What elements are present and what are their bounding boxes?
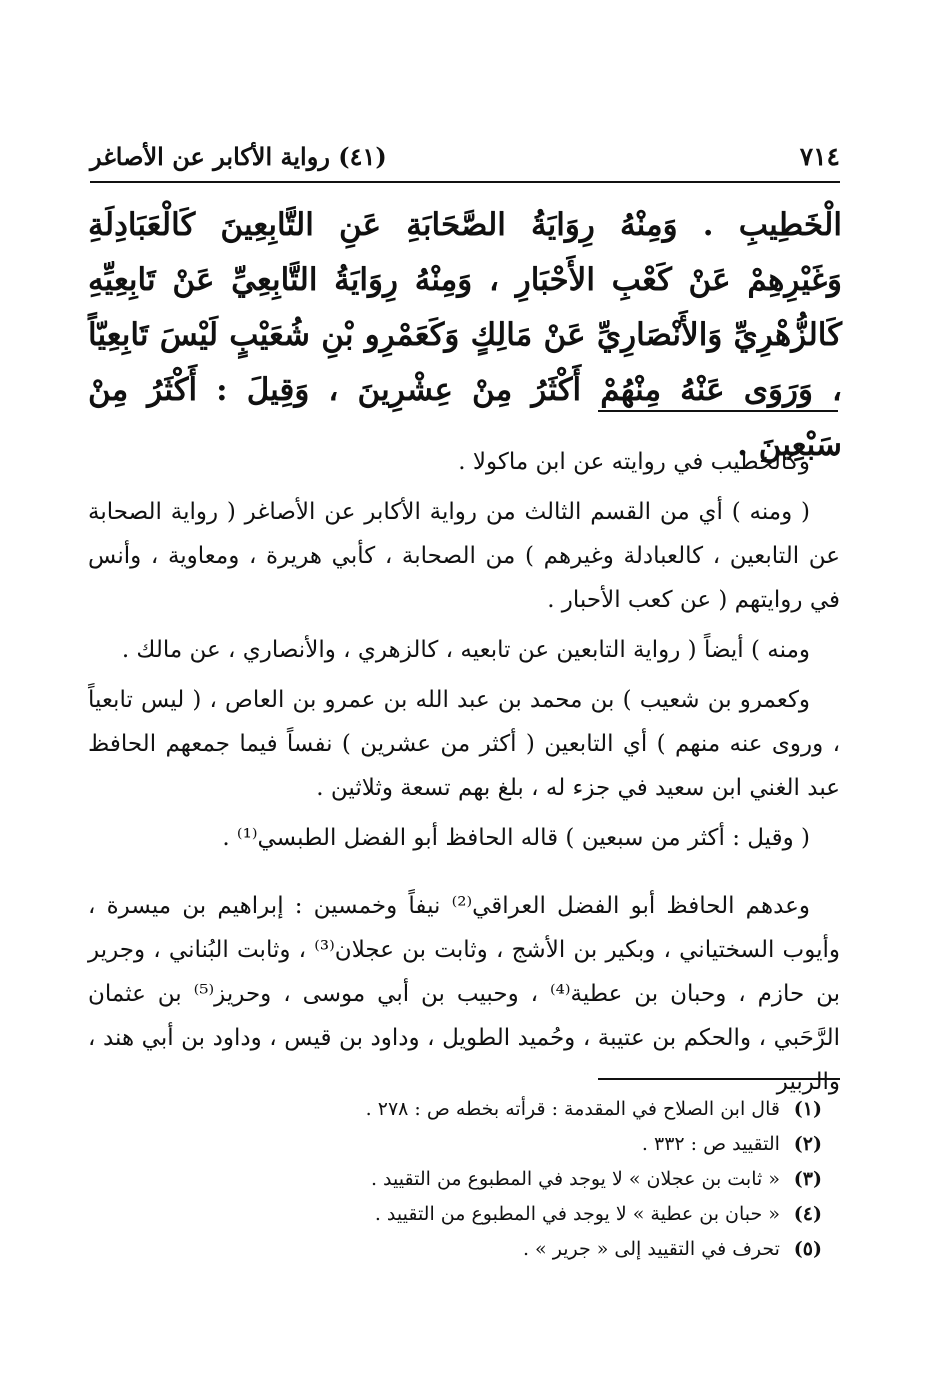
footnote-number: (٤) [793, 1203, 822, 1225]
page-header [90, 136, 840, 180]
footnote-text: التقييد ص : ٣٣٢ . [641, 1133, 780, 1155]
commentary [88, 440, 840, 1104]
footnote [88, 1162, 828, 1197]
footnote [88, 1092, 828, 1127]
footnote [88, 1197, 828, 1232]
footnote-text: تحرف في التقييد إلى « جرير » . [522, 1238, 780, 1260]
matn-text: الْخَطِيبِ . وَمِنْهُ رِوَايَةُ الصَّحَابَةِ عَنِ التَّابِعِينَ كَالْعَبَادِلَةِ وَغَيْرِهِمْ عَنْ كَعْبِ الأَحْبَارِ ، وَمِنْهُ رِوَايَةُ التَّابِعِيِّ عَنْ تَابِعِيِّهِ كَالزُّهْرِيِّ وَالأَنْصَارِيِّ عَنْ مَالِكٍ وَكَعَمْرِو بْنِ شُعَيْبٍ لَيْسَ تَابِعِيّاً ، وَرَوَى عَنْهُ مِنْهُمْ أَكْثَرُ مِنْ عِشْرِينَ ، وَقِيلَ : أَكْثَرُ مِنْ سَبْعِينَ . [88, 207, 842, 463]
commentary-paragraph-6: وعدهم الحافظ أبو الفضل العراقي⁽²⁾ نيفاً وخمسين : إبراهيم بن ميسرة ، وأيوب السختياني ، وبكير بن الأشج ، وثابت بن عجلان⁽³⁾ ، وثابت البُناني ، وجرير بن حازم ، وحبان بن عطية⁽⁴⁾ ، وحبيب بن أبي موسى ، وحريز⁽⁵⁾ بن عثمان الرَّحَبي ، والحكم بن عتيبة ، وحُميد الطويل ، وداود بن قيس ، وداود بن أبي هند ، والزبير [88, 893, 841, 1095]
footnotes [88, 1092, 828, 1267]
footnote-separator [598, 1078, 840, 1080]
page-number: ٧١٤ [799, 142, 840, 171]
footnote-number: (١) [793, 1098, 822, 1120]
footnote-number: (٥) [793, 1238, 822, 1260]
footnote [88, 1232, 828, 1267]
header-rule [90, 181, 840, 183]
footnote-number: (٣) [793, 1168, 822, 1190]
matn-separator [598, 410, 838, 412]
footnote-text: قال ابن الصلاح في المقدمة : قرأته بخطه ص : ٢٧٨ . [365, 1098, 780, 1120]
footnote-text: « ثابت بن عجلان » لا يوجد في المطبوع من التقييد . [370, 1168, 780, 1190]
commentary-paragraph-2: ( ومنه ) أي من القسم الثالث من رواية الأكابر عن الأصاغر ( رواية الصحابة عن التابعين ، كالعبادلة وغيرهم ) من الصحابة ، كأبي هريرة ، ومعاوية ، وأنس في روايتهم ( عن كعب الأحبار . [88, 499, 840, 613]
footnote-text: « حبان بن عطية » لا يوجد في المطبوع من التقييد . [374, 1203, 780, 1225]
running-title: (٤١) رواية الأكابر عن الأصاغر [90, 142, 387, 171]
commentary-paragraph-3: ومنه ) أيضاً ( رواية التابعين عن تابعيه ، كالزهري ، والأنصاري ، عن مالك . [121, 637, 810, 663]
commentary-paragraph-4: وكعمرو بن شعيب ) بن محمد بن عبد الله بن عمرو بن العاص ، ( ليس تابعياً ، وروى عنه منهم ) أي التابعين ( أكثر من عشرين ) نفساً فيما جمعهم الحافظ عبد الغني ابن سعيد في جزء له ، بلغ بهم تسعة وثلاثين . [88, 687, 840, 801]
commentary-paragraph-5: ( وقيل : أكثر من سبعين ) قاله الحافظ أبو الفضل الطبسي⁽¹⁾ . [222, 825, 810, 851]
footnote [88, 1127, 828, 1162]
footnote-number: (٢) [793, 1133, 822, 1155]
commentary-paragraph-1: وكالخطيب في روايته عن ابن ماكولا . [458, 449, 810, 475]
